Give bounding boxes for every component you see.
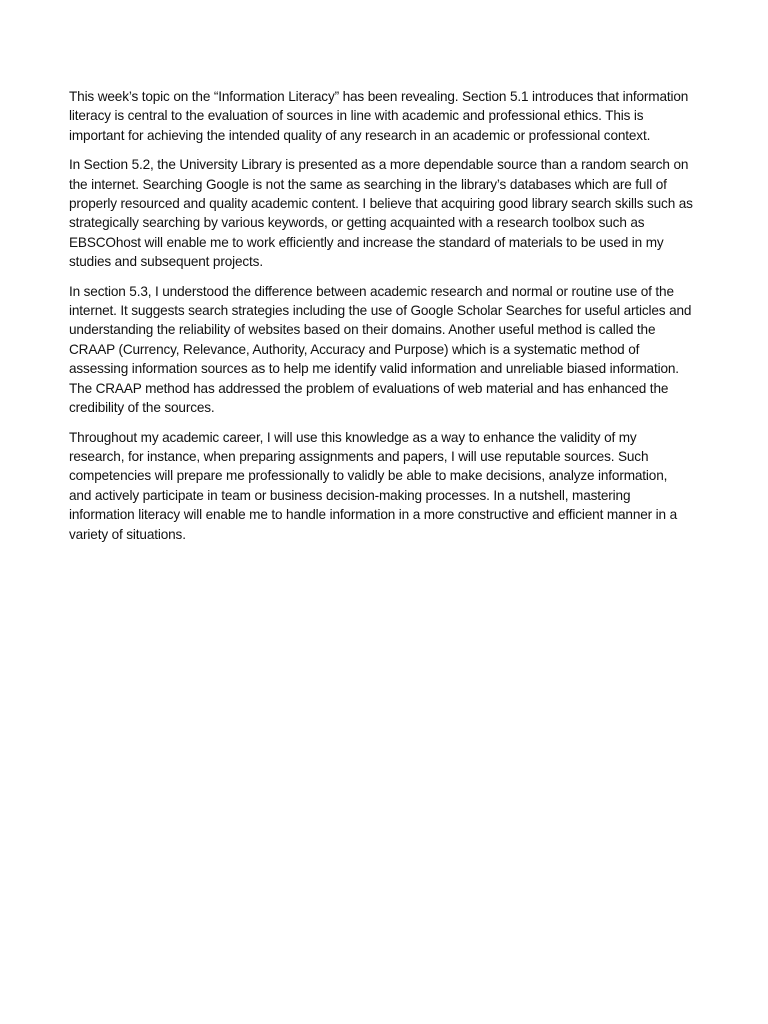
document-body [69,87,693,554]
paragraph-information-literacy-intro: This week’s topic on the “Information Literacy” has been revealing. Section 5.1 introduces that information literacy is central to the evaluation of sources in line with academic and professional ethics. This is important for achieving the intended quality of any research in an academic or professional context. [69,89,689,143]
paragraph-university-library: In Section 5.2, the University Library is presented as a more dependable source than a random search on the internet. Searching Google is not the same as searching in the library’s databases which are full of properly resourced and quality academic content. I believe that acquiring good library search skills such as strategically searching by various keywords, or getting acquainted with a research toolbox such as EBSCOhost will enable me to work efficiently and increase the standard of materials to be used in my studies and subsequent projects. [69,157,693,270]
paragraph-academic-research: In section 5.3, I understood the difference between academic research and normal or routine use of the internet. It suggests search strategies including the use of Google Scholar Searches for useful articles and understanding the reliability of websites based on their domains. Another useful method is called the CRAAP (Currency, Relevance, Authority, Accuracy and Purpose) which is a systematic method of assessing information sources as to help me identify valid information and unreliable biased information. The CRAAP method has addressed the problem of evaluations of web material and has enhanced the credibility of the sources. [69,283,692,416]
paragraph-conclusion: Throughout my academic career, I will use this knowledge as a way to enhance the validity of my research, for instance, when preparing assignments and papers, I will use reputable sources. Such competencies will prepare me professionally to validly be able to make decisions, analyze information, and actively participate in team or business decision-making processes. In a nutshell, mastering information literacy will enable me to handle information in a more constructive and efficient manner in a variety of situations. [69,429,677,542]
